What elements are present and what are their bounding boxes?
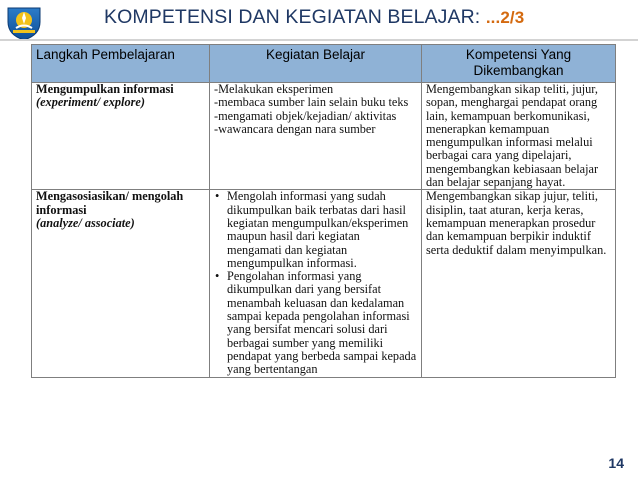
slide-title-suffix: ...2/3 (485, 8, 525, 27)
header-langkah: Langkah Pembelajaran (32, 45, 210, 83)
step-subtitle: (experiment/ explore) (36, 95, 145, 110)
header-kegiatan: Kegiatan Belajar (210, 45, 422, 83)
slide-title-main: KOMPETENSI DAN KEGIATAN BELAJAR: (104, 6, 481, 28)
table-header-row (32, 45, 616, 83)
title-bar (0, 0, 638, 44)
competency-table (31, 44, 616, 378)
page-number: 14 (608, 455, 624, 471)
activity-line: -Melakukan eksperimen (214, 82, 334, 96)
ministry-logo-icon (4, 2, 44, 42)
title-divider (0, 39, 638, 41)
activity-line: -mengamati objek/kejadian/ aktivitas (214, 108, 397, 123)
step-subtitle: (analyze/ associate) (36, 215, 135, 230)
header-kompetensi: Kompetensi Yang Dikembangkan (422, 45, 616, 83)
step-cell (32, 83, 210, 190)
competency-cell: Mengembangkan sikap jujur, teliti, disiplin, taat aturan, kerja keras, kemampuan menerapkan prosedur dan kemampuan berpikir induktif serta deduktif dalam menyimpulkan. (422, 190, 616, 377)
step-title: Mengumpulkan informasi (36, 82, 174, 96)
activity-cell (210, 83, 422, 190)
activity-line: -wawancara dengan nara sumber (214, 121, 376, 136)
table-row (32, 83, 616, 190)
activity-bullet-list (214, 190, 417, 376)
activity-bullet: • Mengolah informasi yang sudah dikumpulkan baik terbatas dari hasil kegiatan mengumpulkan/eksperimen maupun hasil dari kegiatan mengamati dan kegiatan mengumpulkan informasi. (227, 190, 417, 270)
slide-title (104, 6, 524, 29)
activity-cell (210, 190, 422, 377)
step-title: Mengasosiasikan/ mengolah informasi (36, 189, 184, 217)
competency-cell: Mengembangkan sikap teliti, jujur, sopan, menghargai pendapat orang lain, kemampuan berkomunikasi, menerapkan kemampuan mengumpulkan informasi melalui berbagai cara yang dipelajari, mengembangkan kebiasaan belajar dan belajar sepanjang hayat. (422, 83, 616, 190)
step-cell (32, 190, 210, 377)
activity-bullet: • Pengolahan informasi yang dikumpulkan dari yang bersifat menambah keluasan dan kedalaman sampai kepada pengolahan informasi yang bersifat mencari solusi dari berbagai sumber yang memiliki pendapat yang berbeda sampai kepada yang bertentangan (227, 270, 417, 376)
table-row (32, 190, 616, 377)
activity-line: -membaca sumber lain selain buku teks (214, 95, 409, 110)
